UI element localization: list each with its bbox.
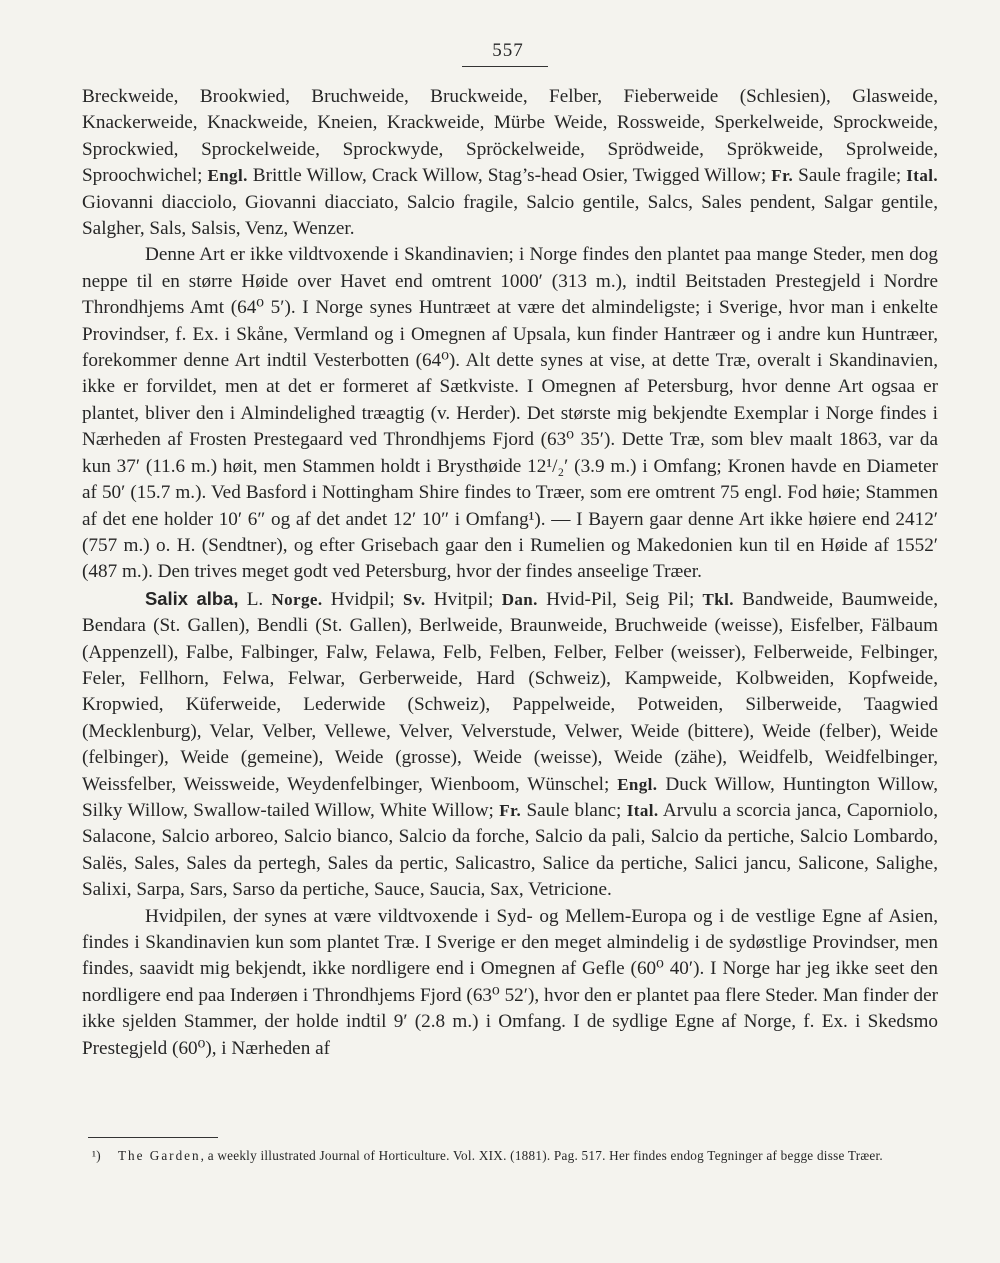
text-run: Saule fragile; xyxy=(793,165,907,187)
footnote-journal-title: The Garden xyxy=(118,1148,201,1163)
text-run: Hvidpil; xyxy=(322,588,404,610)
page-number: 557 xyxy=(492,40,524,61)
language-label-swedish: Sv. xyxy=(403,589,426,609)
paragraph-distribution-fragilis: Denne Art er ikke vildtvoxende i Skandinavien; i Norge findes den plantet paa mange Steder, men dog neppe til en større Høide over Havet end omtrent 1000′ (313 m.), indtil Beitstaden Prestegjeld i Nordre Throndhjems Amt (64⁰ 5′). I Norge synes Huntræet at være det almindeligste; i Sverige, hvor man i enkelte Provindser, f. Ex. i Skåne, Vermland og i Omegnen af Upsala, kun finder Hantræer og i andre kun Huntræer, forekommer denne Art indtil Vesterbotten (64⁰). Alt dette synes at vise, at dette Træ, overalt i Skandinavien, ikke er forvildet, men at det er formeret af Sætkviste. I Omegnen af Petersburg, hvor denne Art ogsaa er plantet, bliver den i Almindelighed træagtig (v. Herder). Det største mig bekjendte Exemplar i Norge findes i Nærheden af Frosten Prestegaard ved Throndhjems Fjord (63⁰ 35′). Dette Træ, som blev maalt 1863, var da kun 37′ (11.6 m.) høit, men Stammen holdt i Brysthøide 12¹/₂′ (3.9 m.) i Omfang; Kronen havde en Diameter af 50′ (15.7 m.). Ved Basford i Nottingham Shire findes to Træer, som ere omtrent 75 engl. Fod høie; Stammen af det ene holder 10′ 6″ og af det andet 12′ 10″ i Omfang¹). — I Bayern gaar denne Art ikke høiere end 2412′ (757 m.) o. H. (Sendtner), og efter Grisebach gaar den i Rumelien og Makedonien kun til en Høide af 1552′ (487 m.). Den trives meget godt ved Petersburg, hvor der findes anseelige Træer. xyxy=(82,244,938,583)
footnote-marker: ¹) xyxy=(92,1148,101,1163)
text-run: Hvid-Pil, Seig Pil; xyxy=(537,588,703,610)
text-run: Duck Willow, Huntington Willow, Silky Willow, Swallow-tailed Willow, White Willow; xyxy=(82,773,938,821)
language-label-english: Engl. xyxy=(617,774,658,794)
species-name: Salix alba, xyxy=(145,587,239,609)
language-label-norwegian: Norge. xyxy=(271,589,323,609)
footnote xyxy=(92,1146,942,1165)
footnote-body xyxy=(92,1146,942,1165)
language-label-danish: Dan. xyxy=(501,589,538,609)
text-run: Bandweide, Baumweide, Bendara (St. Gallen), Bendli (St. Gallen), Berlweide, Braunweide, Bruchweide (weisse), Eisfelber, Fälbaum (Appenzell), Falbe, Falbinger, Falw, Felawa, Felb, Felben, Felber, Felber (weisser), Felberweide, Felbinger, Feler, Fellhorn, Felwa, Felwar, Gerberweide, Hard (Schweiz), Kampweide, Kolbweiden, Kopfweide, Kropwied, Küferweide, Lederwide (Schweiz), Pappelweide, Potweiden, Silberweide, Taagwied (Mecklenburg), Velar, Velber, Vellewe, Velver, Velverstude, Velwer, Weide (bittere), Weide (felber), Weide (felbinger), Weide (gemeine), Weide (grosse), Weide (weisse), Weide (zähe), Weidfelb, Weidfelbinger, Weissfelber, Weissweide, Weydenfelbinger, Wienboom, Wünschel; xyxy=(82,588,939,795)
language-label-italian: Ital. xyxy=(626,800,659,820)
text-run: Hvitpil; xyxy=(425,588,502,610)
language-label-german: Tkl. xyxy=(702,589,734,609)
page-number-rule xyxy=(462,66,548,67)
language-label-english: Engl. xyxy=(207,166,248,186)
text-run: Brittle Willow, Crack Willow, Stag’s-head Osier, Twigged Willow; xyxy=(247,165,772,187)
language-label-italian: Ital. xyxy=(906,166,938,186)
paragraph-vernacular-names-fragilis xyxy=(82,84,938,242)
text-run: Giovanni diacciolo, Giovanni diacciato, Salcio fragile, Salcio gentile, Salcs, Sales pendent, Salgar gentile, Salgher, Sals, Salsis, Venz, Wenzer. xyxy=(82,191,938,240)
text-run: Arvulu a scorcia janca, Caporniolo, Salacone, Salcio arboreo, Salcio bianco, Salcio da forche, Salcio da pali, Salcio da pertiche, Salcio Lombardo, Salës, Sales, Sales da pertegh, Sales da pertic, Salicastro, Salice da pertiche, Salici jancu, Salicone, Salighe, Salixi, Sarpa, Sars, Sarso da pertiche, Sauce, Saucia, Sax, Vetricione. xyxy=(82,799,938,901)
footnote-text: , a weekly illustrated Journal of Horticulture. Vol. XIX. (1881). Pag. 517. Her findes endog Tegninger af begge disse Træer. xyxy=(200,1148,883,1163)
body-text xyxy=(82,84,938,1062)
paragraph-salix-alba-names xyxy=(82,586,938,904)
language-label-french: Fr. xyxy=(771,166,794,186)
text-run: Breckweide, Brookwied, Bruchweide, Bruckweide, Felber, Fieberweide (Schlesien), Glasweide, Knackerweide, Knackweide, Kneien, Krackweide, Mürbe Weide, Rossweide, Sperkelweide, Sprockweide, Sprockwied, Sprockelweide, Sprockwyde, Spröckelweide, Sprödweide, Sprökweide, Sprolweide, Sproochwichel; xyxy=(82,86,938,187)
text-run: Saule blanc; xyxy=(521,799,627,821)
language-label-french: Fr. xyxy=(499,800,522,820)
footnote-rule xyxy=(88,1137,218,1138)
paragraph-distribution-alba: Hvidpilen, der synes at være vildtvoxende i Syd- og Mellem-Europa og i de vestlige Egne af Asien, findes i Skandinavien kun som plantet Træ. I Sverige er den meget almindelig i de sydøstlige Provindser, men findes, saavidt mig bekjendt, ikke nordligere end i Omegnen af Gefle (60⁰ 40′). I Norge har jeg ikke seet den nordligere end paa Inderøen i Throndhjems Fjord (63⁰ 52′), hvor den er plantet paa flere Steder. Man finder der ikke sjelden Stammer, der holde indtil 9′ (2.8 m.) i Omfang. I de sydlige Egne af Norge, f. Ex. i Skedsmo Prestegjeld (60⁰), i Nærheden af xyxy=(82,905,938,1059)
text-run: L. xyxy=(238,588,272,610)
